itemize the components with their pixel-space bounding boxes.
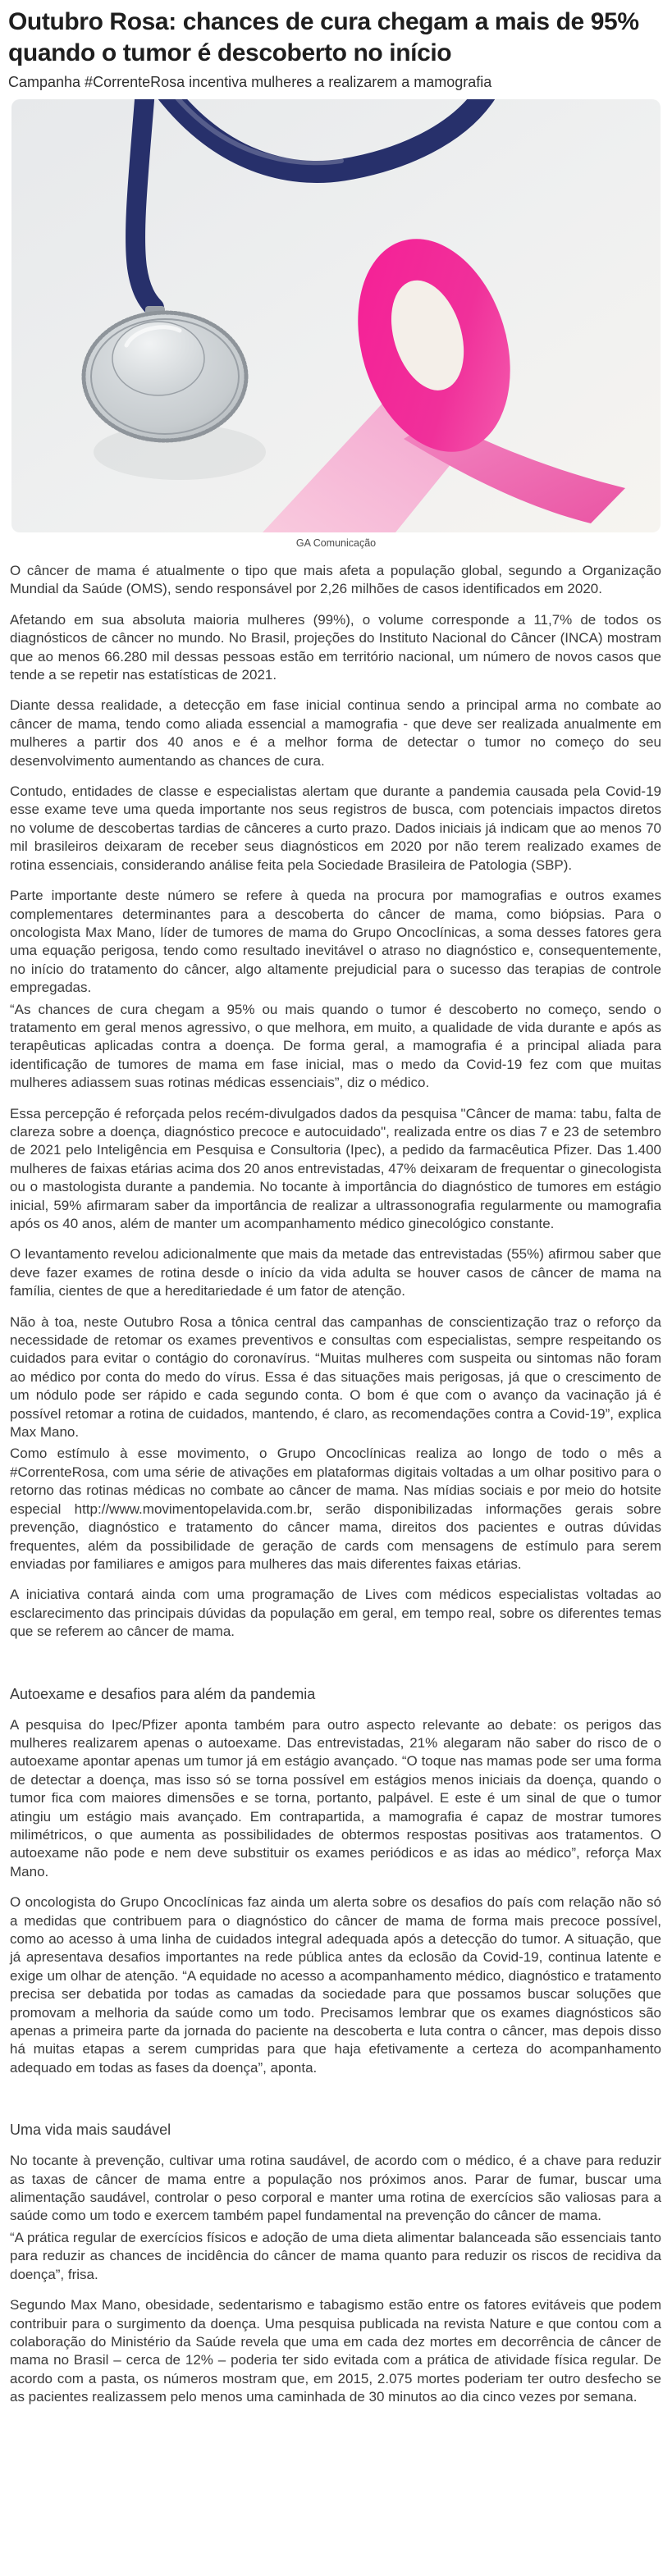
article-paragraph: O câncer de mama é atualmente o tipo que mais afeta a população global, segundo a Organização Mundial da Saúde (OMS), sendo responsável por 2,26 milhões de casos identificados em 2020. <box>10 563 661 597</box>
article-subtitle: Campanha #CorrenteRosa incentiva mulheres a realizarem a mamografia <box>8 74 492 90</box>
article-body <box>10 562 661 2427</box>
pink-ribbon-stethoscope-illustration <box>11 99 661 532</box>
section-heading: Autoexame e desafios para além da pandemia <box>10 1685 316 1702</box>
article-paragraph: No tocante à prevenção, cultivar uma rotina saudável, de acordo com o médico, é a chave para reduzir as taxas de câncer de mama entre a população nos próximos anos. Parar de fumar, buscar uma alimentação saudável, controlar o peso corporal e manter uma rotina de exercícios são valiosas para a saúde como um todo e exercem também papel fundamental na prevenção do câncer de mama. <box>10 2153 661 2224</box>
article-paragraph: A iniciativa contará ainda com uma programação de Lives com médicos especialistas voltadas ao esclarecimento das principais dúvidas da população em geral, em tempo real, sobre os diferentes temas que se referem ao câncer de mama. <box>10 1587 661 1640</box>
image-caption: GA Comunicação <box>295 537 377 549</box>
article-image <box>11 99 661 532</box>
article-paragraph: Contudo, entidades de classe e especialistas alertam que durante a pandemia causada pela Covid-19 esse exame teve uma queda importante nos seus registros de busca, com potenciais impactos diretos no volume de descobertas tardias de cânceres a curto prazo. Dados iniciais já indicam que ao menos 70 mil brasileiros deixaram de receber seus diagnósticos em 2020 por não terem realizado exames de rotina essenciais, considerando análise feita pela Sociedade Brasileira de Patologia (SBP). <box>10 783 661 873</box>
article-paragraph: Diante dessa realidade, a detecção em fase inicial continua sendo a principal arma no combate ao câncer de mama, tendo como aliada essencial a mamografia - que deve ser realizada anualmente em mulheres a partir dos 40 anos e é a melhor forma de detectar o tumor no começo do seu desenvolvimento aumentando as chances de cura. <box>10 697 661 769</box>
article-paragraph: Segundo Max Mano, obesidade, sedentarismo e tabagismo estão entre os fatores evitáveis que podem contribuir para o surgimento da doença. Uma pesquisa publicada na revista Nature e que contou com a colaboração do Ministério da Saúde revela que uma em cada dez mortes em decorrência de câncer de mama no Brasil – cerca de 12% – poderia ter sido evitada com a prática de atividade física regular. De acordo com a pasta, os números mostram que, em 2015, 2.075 mortes poderiam ter outro desfecho se as pacientes realizassem pelo menos uma caminhada de 30 minutos ao dia cinco vezes por semana. <box>10 2297 661 2405</box>
article-paragraph: “As chances de cura chegam a 95% ou mais quando o tumor é descoberto no começo, sendo o tratamento em geral menos agressivo, o que melhora, em muito, a qualidade de vida durante e após as terapêuticas aplicadas contra a doença. De forma geral, a mamografia é a principal aliada para identificação de tumores de mama em fase inicial, mas o medo da Covid-19 fez com que muitas mulheres adiassem suas rotinas médicas essenciais”, diz o médico. <box>10 1001 661 1091</box>
article-paragraph: O oncologista do Grupo Oncoclínicas faz ainda um alerta sobre os desafios do país com relação não só a medidas que contribuem para o diagnóstico do câncer de mama de forma mais precoce possível, como ao acesso à uma linha de cuidados integral adequada após a detecção do tumor. A situação, que já apresentava desafios importantes na rede pública antes da eclosão da Covid-19, continua latente e exige um olhar de atenção. “A equidade no acesso a acompanhamento médico, diagnóstico e tratamento precisa ser debatida por todas as camadas da sociedade para que possamos buscar soluções que promovam a melhoria da saúde como um todo. Precisamos lembrar que os exames diagnósticos são apenas a primeira parte da jornada do paciente na descoberta e luta contra o câncer, mas depois disso há muitas etapas a serem cumpridas para que haja efetivamente a certeza do acompanhamento adequado em todas as fases da doença”, aponta. <box>10 1894 661 2076</box>
article-paragraph: Parte importante deste número se refere à queda na procura por mamografias e outros exames complementares determinantes para a descoberta do câncer de mama, como biópsias. Para o oncologista Max Mano, líder de tumores de mama do Grupo Oncoclínicas, a soma desses fatores gera uma equação perigosa, tendo como resultado inevitável o atraso no diagnóstico e, consequentemente, no início do tratamento do câncer, algo altamente prejudicial para o sucesso das terapias de controle empregadas. <box>10 888 661 996</box>
article-paragraph: Essa percepção é reforçada pelos recém-divulgados dados da pesquisa "Câncer de mama: tabu, falta de clareza sobre a doença, diagnóstico precoce e autocuidado", realizada entre os dias 7 e 23 de setembro de 2021 pelo Inteligência em Pesquisa e Consultoria (Ipec), a pedido da farmacêutica Pfizer. Das 1.400 mulheres de faixas etárias acima dos 20 anos entrevistadas, 47% deixaram de frequentar o ginecologista ou o mastologista durante a pandemia. No tocante à importância do diagnóstico de tumores em estágio inicial, 59% afirmaram saber da importância de realizar a ultrassonografia regularmente ou mamografia após os 40 anos, além de manter um acompanhamento médico ginecológico constante. <box>10 1105 661 1231</box>
article-paragraph: Não à toa, neste Outubro Rosa a tônica central das campanhas de conscientização traz o reforço da necessidade de retomar os exames preventivos e consultas com especialistas, sempre respeitando os cuidados para evitar o contágio do coronavírus. “Muitas mulheres com suspeita ou sintomas não foram ao médico por conta do medo do vírus. Essa é das situações mais perigosas, já que o crescimento de um nódulo pode ser rápido e cada segundo conta. O bom é que com o avanço da vacinação já é possível retomar a rotina de cuidados, mantendo, é claro, as recomendações contra a Covid-19”, explica Max Mano. <box>10 1313 661 1441</box>
section-heading: Uma vida mais saudável <box>10 2122 171 2139</box>
article-paragraph: A pesquisa do Ipec/Pfizer aponta também para outro aspecto relevante ao debate: os perigos das mulheres realizarem apenas o autoexame. Das entrevistadas, 21% alegaram não saber do risco de o autoexame apontar apenas um tumor já em estágio avançado. “O toque nas mamas pode ser uma forma de detectar a doença, mas isso só se torna possível em estágios menos iniciais da doença, quando o tumor fica com maiores dimensões e se torna, portanto, palpável. E este é um sinal de que o tumor atingiu um estágio mais avançado. Em contrapartida, a mamografia é capaz de mostrar tumores milimétricos, o que aumenta as possibilidades de obtermos respostas positivas aos tratamentos. O autoexame não pode e nem deve substituir os exames periódicos e as idas ao médico”, reforça Max Mano. <box>10 1716 661 1879</box>
article-paragraph: Afetando em sua absoluta maioria mulheres (99%), o volume corresponde a 11,7% de todos os diagnósticos de câncer no mundo. No Brasil, projeções do Instituto Nacional do Câncer (INCA) mostram que ao menos 66.280 mil dessas pessoas estão em território nacional, um número de novos casos que tende a se repetir nas estatísticas de 2021. <box>10 611 661 683</box>
article-paragraph: “A prática regular de exercícios físicos e adoção de uma dieta alimentar balanceada são essenciais tanto para reduzir as chances de incidência do câncer de mama quanto para reduzir os riscos de recidiva da doença”, frisa. <box>10 2229 661 2282</box>
article-paragraph: O levantamento revelou adicionalmente que mais da metade das entrevistadas (55%) afirmou saber que deve fazer exames de rotina desde o início da vida adulta se houver casos de câncer de mama na família, cientes de que a hereditariedade é um fator de atenção. <box>10 1246 661 1299</box>
chestpiece-center <box>112 322 204 395</box>
article-paragraph: Como estímulo à esse movimento, o Grupo Oncoclínicas realiza ao longo de todo o mês a #CorrenteRosa, com uma série de ativações em plataformas digitais voltadas a um olhar positivo para o retorno das rotinas médicas no combate ao câncer de mama. Nas mídias sociais e por meio do hotsite especial http://www.movimentopelavida.com.br, serão disponibilizadas informações gerais sobre prevenção, diagnóstico e tratamento do câncer mama, direitos dos pacientes e outras dúvidas frequentes, além da possibilidade de geração de cards com mensagens de estímulo para serem enviadas por familiares e amigos para mulheres das mais diferentes faixas etárias. <box>10 1446 661 1572</box>
page-title: Outubro Rosa: chances de cura chegam a mais de 95% quando o tumor é descoberto no início <box>8 8 639 66</box>
